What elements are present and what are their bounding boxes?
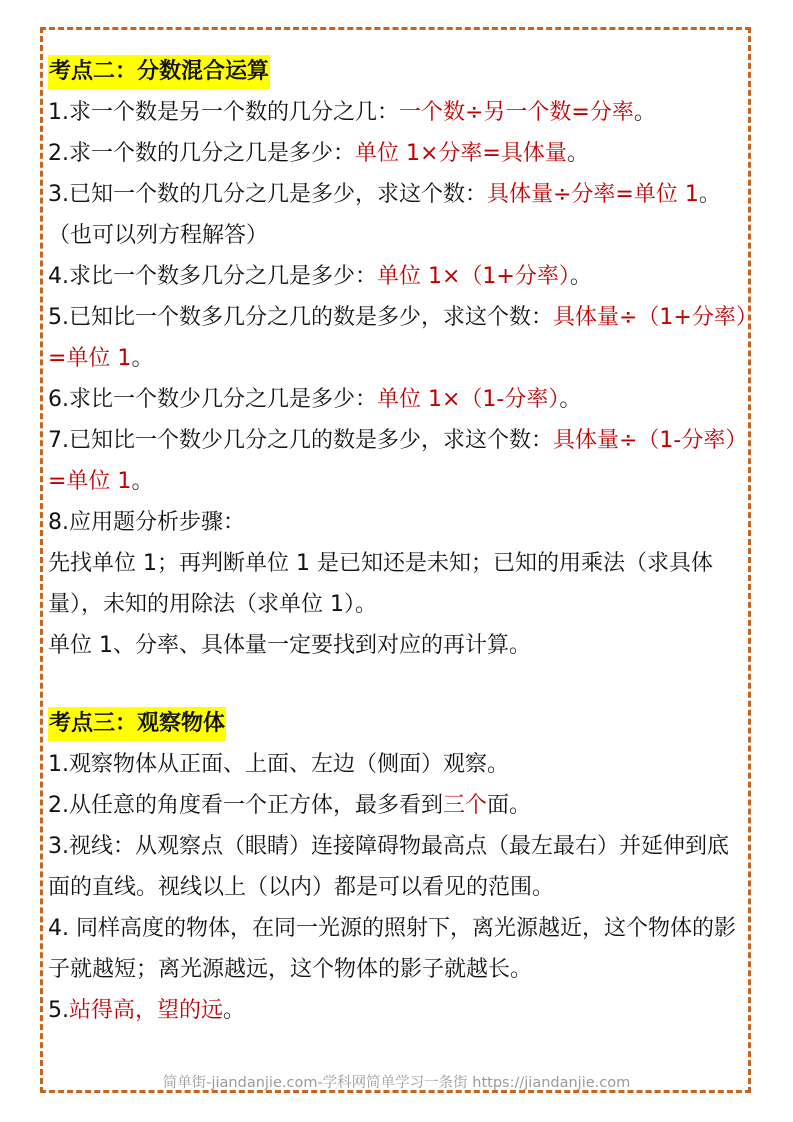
section3-item-4: 4. 同样高度的物体，在同一光源的照射下，离光源越近，这个物体的影子就越短；离光源越远，这个物体的影子就越长。 — [48, 916, 736, 982]
section3-item-3: 3.视线：从观察点（眼睛）连接障碍物最高点（最左最右）并延伸到底面的直线。视线以上（以内）都是可以看见的范围。 — [48, 834, 729, 900]
footer-watermark: 简单街-jiandanjie.com-学科网简单学习一条街 https://jiandanjie.com — [162, 1075, 631, 1091]
section3-heading-row — [48, 703, 748, 744]
document-body — [48, 51, 748, 1031]
section2-step-text: 先找单位 1；再判断单位 1 是已知还是未知；已知的用乘法（求具体量），未知的用除法（求单位 1）。 — [48, 551, 713, 617]
section2-item-7: 7.已知比一个数少几分之几的数是多少，求这个数：具体量÷（1-分率）=单位 1。 — [48, 428, 748, 494]
section3-item-5: 5.站得高，望的远。 — [48, 998, 246, 1023]
section2-item-1: 1.求一个数是另一个数的几分之几：一个数÷另一个数=分率。 — [48, 100, 656, 125]
section2-step-note: 单位 1、分率、具体量一定要找到对应的再计算。 — [48, 633, 531, 658]
section2-item-3: 3.已知一个数的几分之几是多少，求这个数：具体量÷分率=单位 1。（也可以列方程解答） — [48, 182, 721, 248]
section-spacer — [48, 666, 748, 703]
section2-step-title: 8.应用题分析步骤： — [48, 510, 245, 535]
section3-heading: 考点三：观察物体 — [48, 707, 226, 741]
section3-item-1: 1.观察物体从正面、上面、左边（侧面）观察。 — [48, 752, 509, 777]
section2-heading-row — [48, 51, 748, 92]
section2-item-2: 2.求一个数的几分之几是多少：单位 1×分率=具体量。 — [48, 141, 589, 166]
section2-heading: 考点二：分数混合运算 — [48, 55, 270, 89]
section2-item-4: 4.求比一个数多几分之几是多少：单位 1×（1+分率）。 — [48, 264, 592, 289]
section3-item-2: 2.从任意的角度看一个正方体，最多看到三个面。 — [48, 793, 532, 818]
section2-item-6: 6.求比一个数少几分之几是多少：单位 1×（1-分率）。 — [48, 387, 582, 412]
section2-item-5: 5.已知比一个数多几分之几的数是多少，求这个数：具体量÷（1+分率）=单位 1。 — [48, 305, 747, 371]
